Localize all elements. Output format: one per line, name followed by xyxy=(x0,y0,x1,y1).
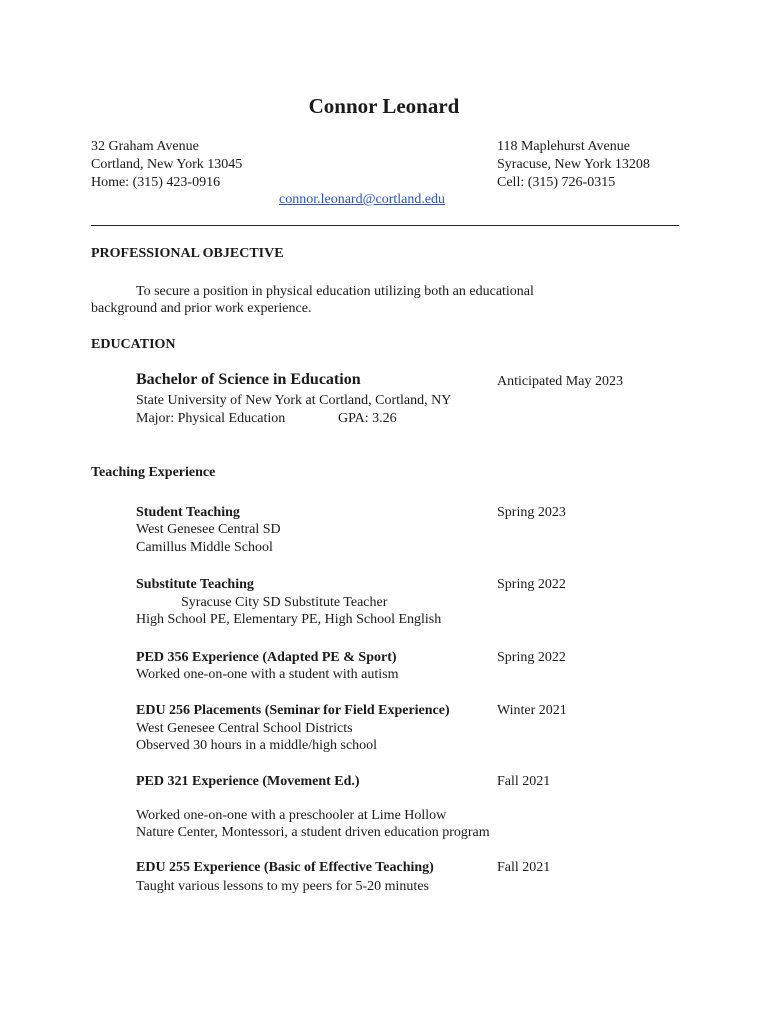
experience-detail: Nature Center, Montessori, a student driven education program xyxy=(136,825,490,840)
cell-phone: Cell: (315) 726-0315 xyxy=(497,175,616,190)
experience-detail: Camillus Middle School xyxy=(136,540,273,555)
header-divider xyxy=(91,225,679,226)
school-name: State University of New York at Cortland, Cortland, NY xyxy=(136,393,452,408)
address-left-line: 32 Graham Avenue xyxy=(91,139,199,154)
experience-detail: Worked one-on-one with a student with autism xyxy=(136,667,399,682)
email-link[interactable]: connor.leonard@cortland.edu xyxy=(279,192,446,207)
experience-title: Substitute Teaching xyxy=(136,577,254,592)
degree-title: Bachelor of Science in Education xyxy=(136,371,361,388)
education-heading: EDUCATION xyxy=(91,337,176,352)
address-right-line: Syracuse, New York 13208 xyxy=(497,157,650,172)
home-phone: Home: (315) 423-0916 xyxy=(91,175,221,190)
experience-detail: Syracuse City SD Substitute Teacher xyxy=(181,595,388,610)
experience-title: EDU 256 Placements (Seminar for Field Experience) xyxy=(136,703,450,718)
degree-date: Anticipated May 2023 xyxy=(497,374,623,389)
experience-detail: Observed 30 hours in a middle/high school xyxy=(136,738,378,753)
objective-heading: PROFESSIONAL OBJECTIVE xyxy=(91,246,284,261)
gpa: GPA: 3.26 xyxy=(338,411,397,426)
experience-title: PED 356 Experience (Adapted PE & Sport) xyxy=(136,650,397,665)
objective-text-line: To secure a position in physical education utilizing both an educational xyxy=(136,284,534,299)
experience-date: Fall 2021 xyxy=(497,860,551,875)
experience-detail: Taught various lessons to my peers for 5-20 minutes xyxy=(136,879,429,894)
address-left-line: Cortland, New York 13045 xyxy=(91,157,243,172)
experience-date: Spring 2023 xyxy=(497,505,566,520)
experience-title: Student Teaching xyxy=(136,505,240,520)
experience-date: Spring 2022 xyxy=(497,650,566,665)
experience-date: Fall 2021 xyxy=(497,774,551,789)
experience-detail: West Genesee Central SD xyxy=(136,522,281,537)
address-right-line: 118 Maplehurst Avenue xyxy=(497,139,630,154)
teaching-heading: Teaching Experience xyxy=(91,465,216,480)
experience-date: Winter 2021 xyxy=(497,703,567,718)
major: Major: Physical Education xyxy=(136,411,286,426)
resume-name: Connor Leonard xyxy=(308,94,460,118)
experience-date: Spring 2022 xyxy=(497,577,566,592)
experience-detail: High School PE, Elementary PE, High School English xyxy=(136,612,442,627)
experience-detail: Worked one-on-one with a preschooler at Lime Hollow xyxy=(136,808,447,823)
experience-title: PED 321 Experience (Movement Ed.) xyxy=(136,774,360,789)
objective-text-line: background and prior work experience. xyxy=(91,301,312,316)
experience-title: EDU 255 Experience (Basic of Effective Teaching) xyxy=(136,860,434,875)
experience-detail: West Genesee Central School Districts xyxy=(136,721,353,736)
